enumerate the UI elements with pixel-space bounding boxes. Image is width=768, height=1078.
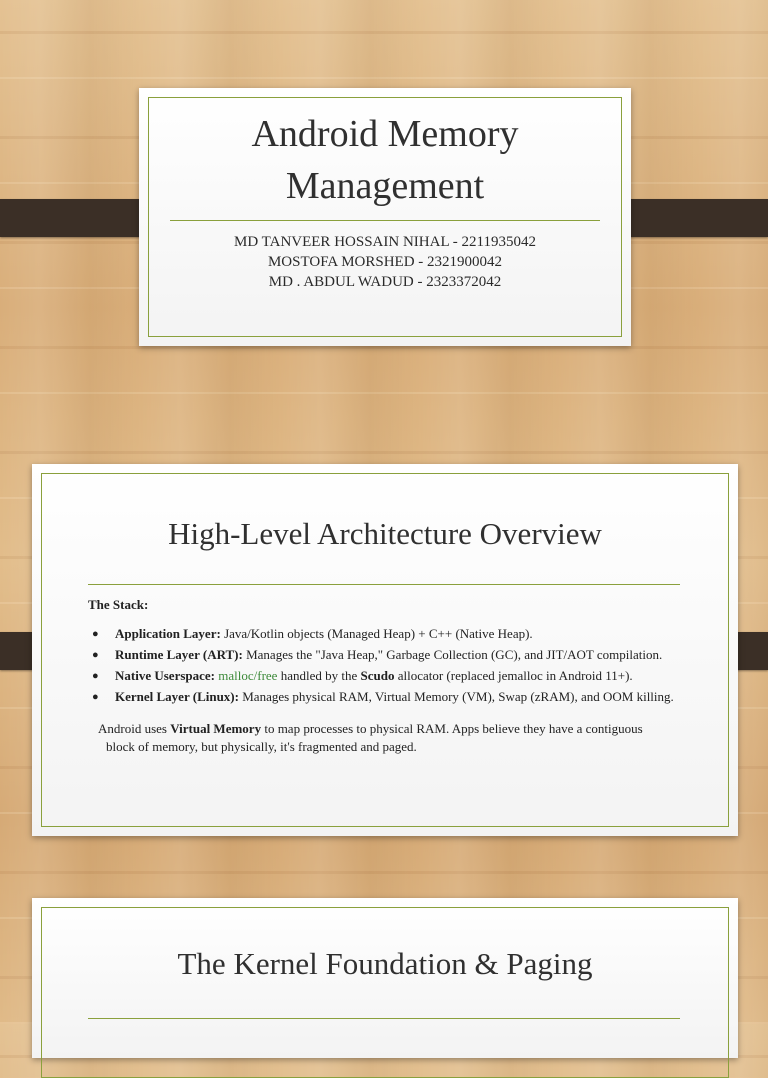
bullet-icon: ●	[92, 649, 99, 661]
code-highlight: malloc/free	[218, 668, 278, 683]
author-line: MOSTOFA MORSHED - 2321900042	[267, 254, 503, 270]
title-line-2: Management	[285, 165, 485, 207]
para-text: Android uses	[98, 721, 171, 736]
title-divider	[88, 1018, 680, 1019]
kernel-slide[interactable]	[32, 898, 738, 1058]
title-divider	[88, 584, 680, 585]
list-item-text: Manages physical RAM, Virtual Memory (VM), Swap (zRAM), and OOM killing.	[238, 689, 674, 704]
slide-title: The Kernel Foundation & Paging	[177, 946, 593, 981]
bullet-icon: ●	[92, 691, 99, 703]
list-item-term-2: Scudo	[360, 668, 395, 683]
list-item-term: Runtime Layer (ART):	[115, 647, 243, 662]
author-list	[139, 232, 631, 292]
stack-list	[88, 625, 688, 706]
title-slide[interactable]	[139, 88, 631, 346]
para-line-2: block of memory, but physically, it's fragmented and paged.	[106, 739, 417, 754]
slide-title: High-Level Architecture Overview	[168, 516, 602, 551]
list-item-term: Native Userspace:	[115, 668, 215, 683]
list-item-term: Application Layer:	[115, 626, 221, 641]
slide-title	[139, 108, 631, 212]
decor-band-right-1	[613, 199, 768, 237]
para-bold: Virtual Memory	[170, 721, 262, 736]
slide-body	[88, 596, 688, 756]
list-item-text: Java/Kotlin objects (Managed Heap) + C++ (Native Heap).	[220, 626, 533, 641]
decor-band-left-1	[0, 199, 155, 237]
title-line-1: Android Memory	[251, 113, 519, 155]
architecture-slide[interactable]	[32, 464, 738, 836]
author-line: MD . ABDUL WADUD - 2323372042	[268, 274, 502, 290]
list-item-text: allocator (replaced jemalloc in Android 11+).	[394, 668, 633, 683]
summary-paragraph	[98, 720, 690, 756]
list-item-term: Kernel Layer (Linux):	[115, 689, 239, 704]
list-item	[88, 688, 688, 706]
slide-border	[41, 907, 729, 1078]
list-item-text: Manages the "Java Heap," Garbage Collection (GC), and JIT/AOT compilation.	[242, 647, 663, 662]
list-item-text-mid: handled by the	[277, 668, 361, 683]
bullet-icon: ●	[92, 670, 99, 682]
list-item	[88, 667, 688, 685]
title-divider	[170, 220, 600, 221]
list-item	[88, 646, 688, 664]
bullet-icon: ●	[92, 628, 99, 640]
stack-heading: The Stack:	[88, 597, 149, 612]
author-line: MD TANVEER HOSSAIN NIHAL - 2211935042	[234, 234, 536, 250]
para-text: to map processes to physical RAM. Apps believe they have a contiguous	[261, 721, 643, 736]
list-item	[88, 625, 688, 643]
